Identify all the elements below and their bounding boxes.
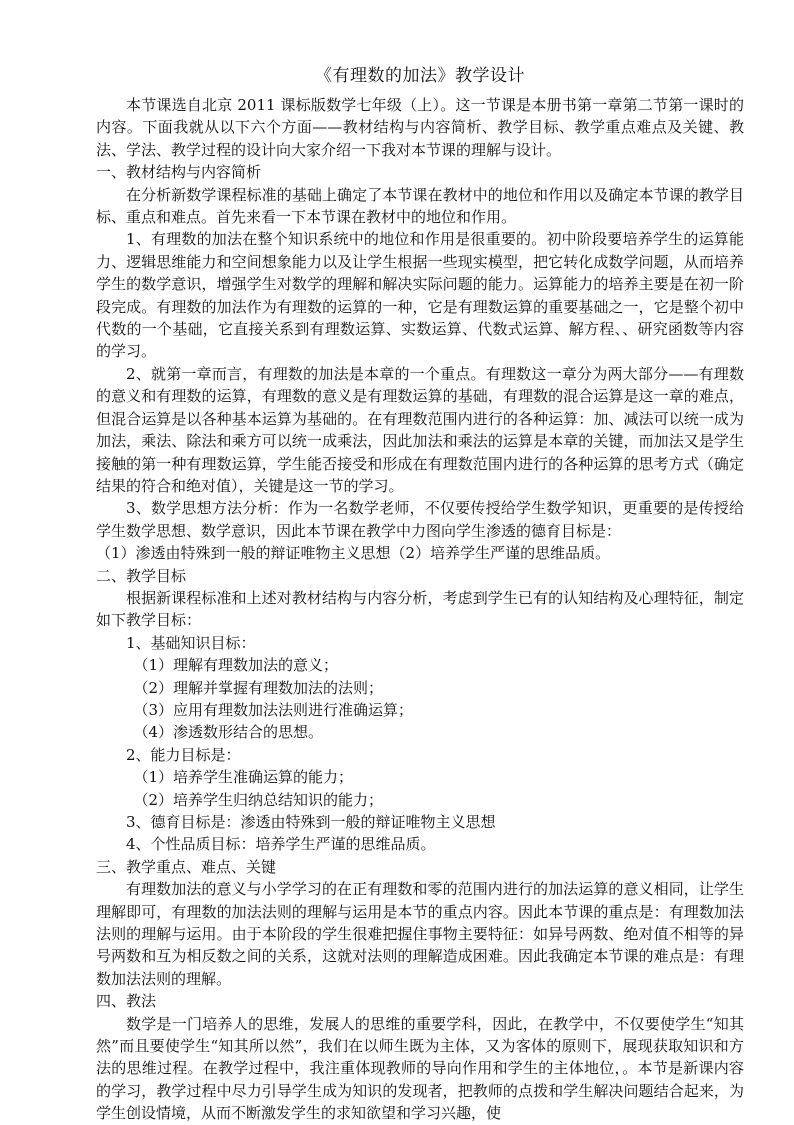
section-heading: 四、教法 bbox=[96, 992, 157, 1011]
paragraph: （1）渗透由特殊到一般的辩证唯物主义思想（2）培养学生严谨的思维品质。 bbox=[96, 544, 611, 563]
paragraph: （2）培养学生归纳总结知识的能力； bbox=[133, 790, 384, 809]
section-heading: 一、教材结构与内容简析 bbox=[96, 163, 262, 182]
paragraph: （2）理解并掌握有理数加法的法则； bbox=[133, 678, 384, 697]
paragraph: 1、基础知识目标： bbox=[126, 633, 256, 652]
paragraph: 根据新课程标准和上述对教材结构与内容分析，考虑到学生已有的认知结构及心理特征，制定如下教学目标： bbox=[96, 588, 744, 630]
paragraph: （4）渗透数形结合的思想。 bbox=[133, 723, 324, 742]
paragraph: 2、就第一章而言，有理数的加法是本章的一个重点。有理数这一章分为两大部分——有理数的意义和有理数的运算，有理数的意义是有理数运算的基础，有理数的混合运算是这一章的难点，但混合运算是以各种基本运算为基础的。在有理数范围内进行的各种运算：加、减法可以统一成为加法，乘法、除法和乘方可以统一成乘法，因此加法和乘法的运算是本章的关键，而加法又是学生接触的第一种有理数运算，学生能否接受和形成在有理数范围内进行的各种运算的思考方式（确定结果的符合和绝对值），关键是这一节的学习。 bbox=[96, 364, 744, 495]
paragraph: 本节课选自北京 2011 课标版数学七年级（上）。这一节课是本册书第一章第二节第一课时的内容。下面我就从以下六个方面——教材结构与内容简析、教学目标、教学重点难点及关键、教法、学法、教学过程的设计向大家介绍一下我对本节课的理解与设计。 bbox=[96, 96, 744, 159]
paragraph: （1）培养学生准确运算的能力； bbox=[133, 768, 354, 787]
section-heading: 三、教学重点、难点、关键 bbox=[96, 857, 277, 876]
paragraph: 4、个性品质目标：培养学生严谨的思维品质。 bbox=[126, 835, 436, 854]
document-body bbox=[96, 94, 744, 1125]
paragraph: 有理数加法的意义与小学学习的在正有理数和零的范围内进行的加法运算的意义相同，让学生理解即可，有理数的加法法则的理解与运用是本节的重点内容。因此本节课的重点是：有理数加法法则的理解与运用。由于本阶段的学生很难把握住事物主要特征：如异号两数、绝对值不相等的异号两数和互为相反数之间的关系，这就对法则的理解造成困难。因此我确定本节课的难点是：有理数加法法则的理解。 bbox=[96, 880, 744, 988]
document-title: 《有理数的加法》教学设计 bbox=[315, 66, 525, 86]
paragraph: 3、德育目标是：渗透由特殊到一般的辩证唯物主义思想 bbox=[126, 813, 496, 831]
paragraph: （1）理解有理数加法的意义； bbox=[133, 656, 339, 675]
paragraph: 1、有理数的加法在整个知识系统中的地位和作用是很重要的。初中阶段要培养学生的运算能力、逻辑思维能力和空间想象能力以及让学生根据一些现实模型，把它转化成数学问题，从而培养学生的数学意识，增强学生对数学的理解和解决实际问题的能力。运算能力的培养主要是在初一阶段完成。有理数的加法作为有理数的运算的一种，它是有理数运算的重要基础之一，它是整个初中代数的一个基础，它直接关系到有理数运算、实数运算、代数式运算、解方程、、研究函数等内容的学习。 bbox=[96, 230, 744, 361]
document-page bbox=[96, 64, 744, 1125]
paragraph: 在分析新数学课程标准的基础上确定了本节课在教材中的地位和作用以及确定本节课的教学目标、重点和难点。首先来看一下本节课在教材中的地位和作用。 bbox=[96, 185, 744, 227]
paragraph: 3、数学思想方法分析：作为一名数学老师，不仅要传授给学生数学知识，更重要的是传授给学生数学思想、数学意识，因此本节课在教学中力图向学生渗透的德育目标是： bbox=[96, 499, 744, 540]
paragraph: （3）应用有理数加法法则进行准确运算； bbox=[133, 700, 414, 719]
section-heading: 二、教学目标 bbox=[96, 566, 187, 585]
paragraph: 数学是一门培养人的思维，发展人的思维的重要学科，因此，在教学中，不仅要使学生“知其然”而且要使学生“知其所以然”，我们在以师生既为主体，又为客体的原则下，展现获取知识和方法的思维过程。在教学过程中，我注重体现教师的导向作用和学生的主体地位，。本节是新课内容的学习，教学过程中尽力引导学生成为知识的发现者，把教师的点拨和学生解决问题结合起来，为学生创设情境，从而不断激发学生的求知欲望和学习兴趣，使 bbox=[96, 1014, 744, 1123]
paragraph: 2、能力目标是： bbox=[126, 745, 241, 764]
